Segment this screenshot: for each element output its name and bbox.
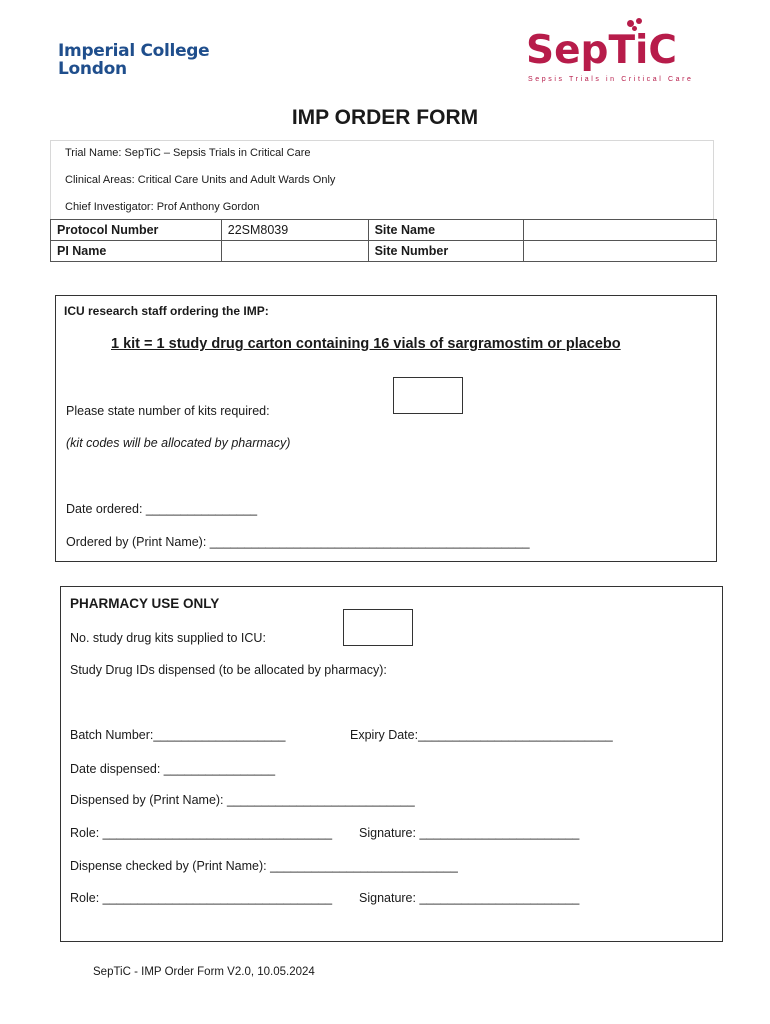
septic-logo-word: SepTiC [526, 28, 678, 73]
imperial-college-logo [58, 42, 209, 78]
site-name-field[interactable] [524, 220, 717, 241]
imperial-logo-line1: Imperial College [58, 41, 210, 61]
role-field-2[interactable]: Role: _________________________________ [70, 891, 333, 905]
site-name-label: Site Name [368, 220, 524, 241]
footer-version: SepTiC - IMP Order Form V2.0, 10.05.2024 [93, 966, 315, 978]
chief-investigator: Chief Investigator: Prof Anthony Gordon [65, 201, 260, 213]
icu-heading: ICU research staff ordering the IMP: [64, 304, 269, 318]
pharmacy-section [60, 586, 723, 942]
date-dispensed-field[interactable]: Date dispensed: ________________ [70, 762, 276, 776]
pi-name-label: PI Name [51, 241, 222, 262]
drug-ids-label: Study Drug IDs dispensed (to be allocated by pharmacy): [70, 663, 387, 677]
signature-field-2[interactable]: Signature: _______________________ [359, 891, 580, 905]
kit-definition: 1 kit = 1 study drug carton containing 16 vials of sargramostim or placebo [111, 336, 621, 352]
site-number-label: Site Number [368, 241, 524, 262]
role-field-1[interactable]: Role: _________________________________ [70, 826, 333, 840]
protocol-number-label: Protocol Number [51, 220, 222, 241]
expiry-date-field[interactable]: Expiry Date:____________________________ [350, 728, 613, 742]
clinical-areas: Clinical Areas: Critical Care Units and Adult Wards Only [65, 174, 336, 186]
kit-codes-note: (kit codes will be allocated by pharmacy) [66, 436, 291, 450]
table-row [51, 241, 717, 262]
batch-number-field[interactable]: Batch Number:___________________ [70, 728, 286, 742]
kits-required-input[interactable] [393, 377, 463, 414]
checked-by-field[interactable]: Dispense checked by (Print Name): ___________________________ [70, 859, 458, 873]
pharmacy-heading: PHARMACY USE ONLY [70, 596, 220, 611]
dispensed-by-field[interactable]: Dispensed by (Print Name): ___________________________ [70, 793, 415, 807]
date-ordered-field[interactable]: Date ordered: ________________ [66, 502, 258, 516]
protocol-number-value: 22SM8039 [221, 220, 368, 241]
site-number-field[interactable] [524, 241, 717, 262]
septic-logo-tagline: Sepsis Trials in Critical Care [528, 76, 694, 83]
trial-info-box [50, 140, 714, 220]
kits-supplied-input[interactable] [343, 609, 413, 646]
logo-dot [636, 18, 642, 24]
table-row [51, 220, 717, 241]
signature-field-1[interactable]: Signature: _______________________ [359, 826, 580, 840]
ordered-by-field[interactable]: Ordered by (Print Name): ______________________________________________ [66, 535, 530, 549]
trial-name: Trial Name: SepTiC – Sepsis Trials in Critical Care [65, 147, 311, 159]
page-title: IMP ORDER FORM [291, 106, 479, 129]
kits-supplied-label: No. study drug kits supplied to ICU: [70, 631, 266, 645]
protocol-table [50, 219, 717, 262]
pi-name-field[interactable] [221, 241, 368, 262]
imperial-logo-line2: London [58, 59, 127, 79]
septic-logo [526, 18, 694, 88]
icu-order-section [55, 295, 717, 562]
kits-required-label: Please state number of kits required: [66, 404, 270, 418]
